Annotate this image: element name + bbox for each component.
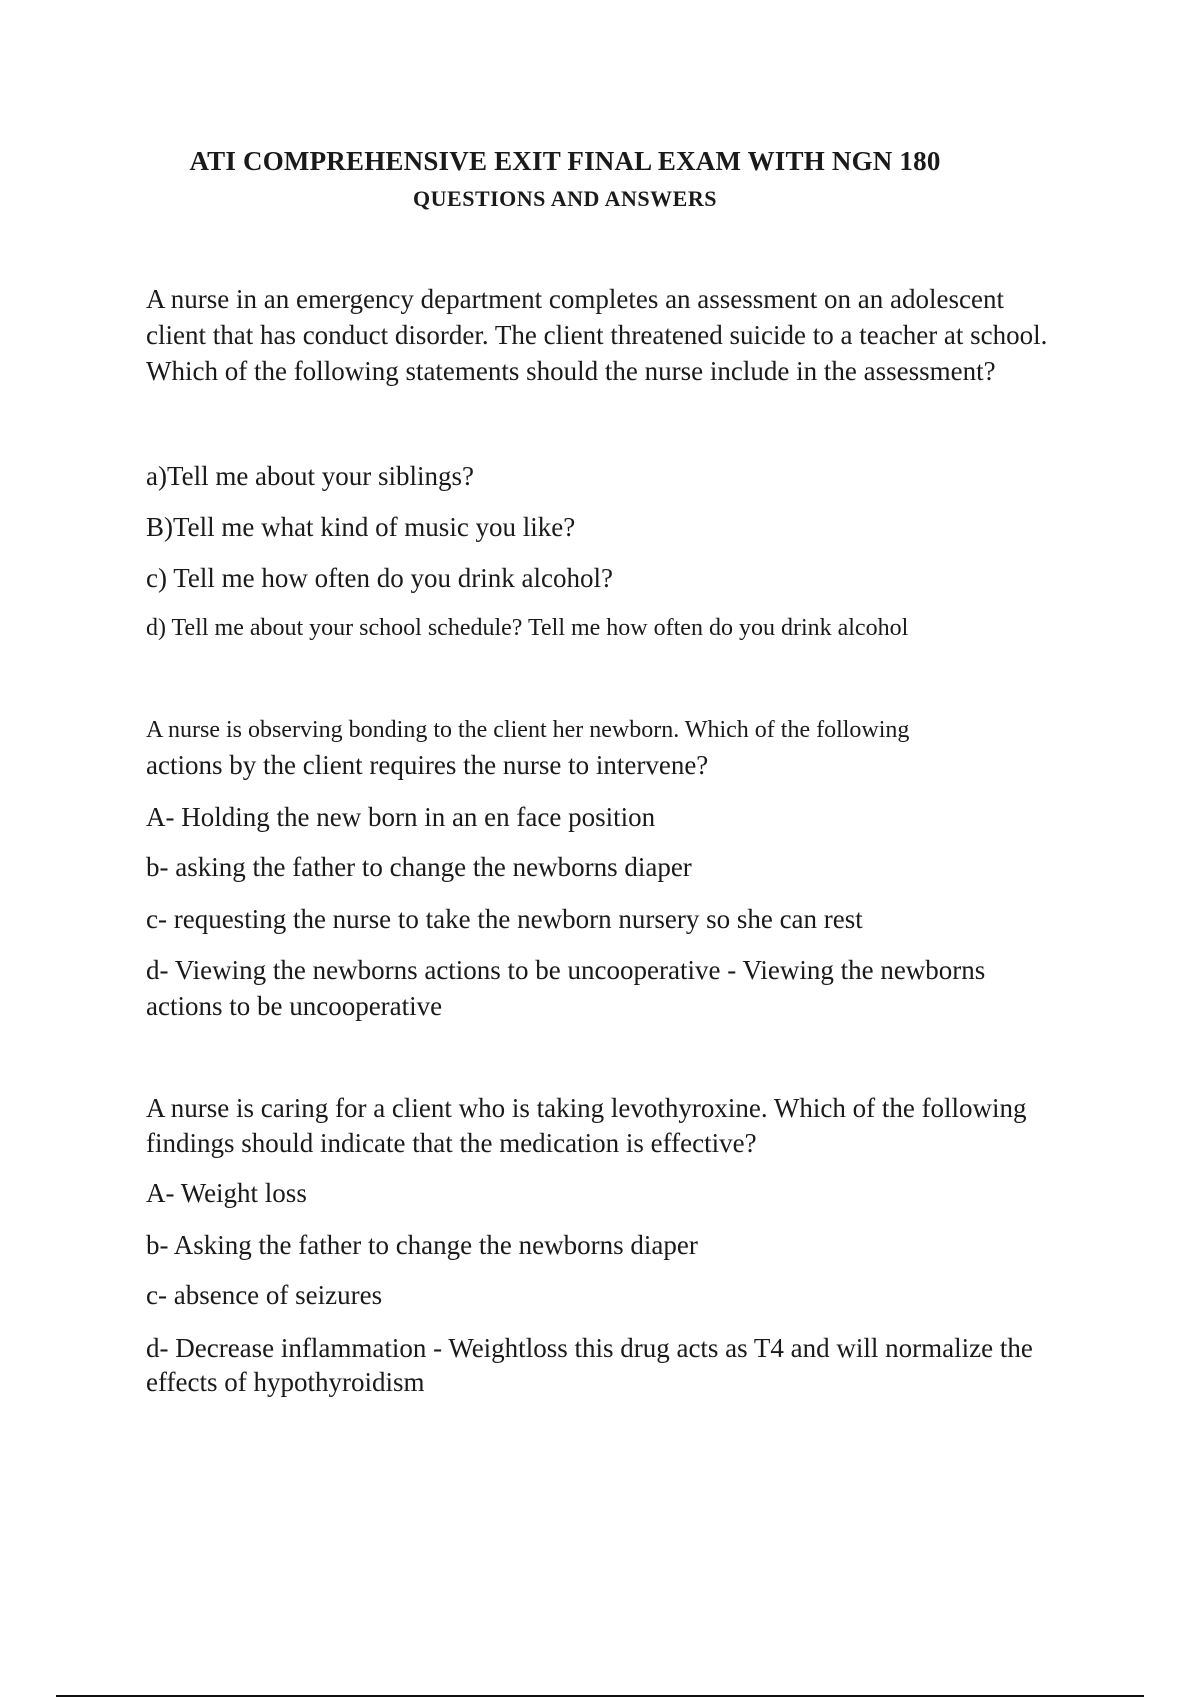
- question-1-stem-line-3: Which of the following statements should the nurse include in the assessment?: [146, 356, 996, 386]
- question-1-stem-line-1: A nurse in an emergency department completes an assessment on an adolescent: [146, 284, 1004, 314]
- question-2-stem-line-2: actions by the client requires the nurse to intervene?: [146, 750, 709, 780]
- question-3-option-d-continued: effects of hypothyroidism: [146, 1367, 425, 1397]
- question-3-option-d: d- Decrease inflammation - Weightloss this drug acts as T4 and will normalize the: [146, 1333, 1033, 1363]
- document-title: ATI COMPREHENSIVE EXIT FINAL EXAM WITH NGN 180: [189, 146, 941, 176]
- question-2-option-b: b- asking the father to change the newborns diaper: [146, 852, 692, 882]
- question-1-stem-line-2: client that has conduct disorder. The client threatened suicide to a teacher at school.: [146, 320, 1048, 350]
- question-2-stem-line-1: A nurse is observing bonding to the client her newborn. Which of the following: [146, 717, 910, 743]
- question-1-option-a: a)Tell me about your siblings?: [146, 461, 475, 491]
- question-2-option-d-continued: actions to be uncooperative: [146, 991, 443, 1021]
- document-subtitle: QUESTIONS AND ANSWERS: [413, 186, 717, 211]
- question-2-option-d: d- Viewing the newborns actions to be uncooperative - Viewing the newborns: [146, 955, 986, 985]
- question-3-option-a: A- Weight loss: [146, 1178, 307, 1208]
- question-1-option-c: c) Tell me how often do you drink alcohol?: [146, 563, 613, 593]
- footer-divider: [56, 1695, 1144, 1697]
- question-2-option-c: c- requesting the nurse to take the newborn nursery so she can rest: [146, 904, 863, 934]
- question-3-option-c: c- absence of seizures: [146, 1280, 383, 1310]
- question-1-option-b: B)Tell me what kind of music you like?: [146, 512, 576, 542]
- question-3-option-b: b- Asking the father to change the newborns diaper: [146, 1230, 698, 1260]
- question-1-option-d: d) Tell me about your school schedule? Tell me how often do you drink alcohol: [146, 615, 909, 641]
- question-2-option-a: A- Holding the new born in an en face position: [146, 802, 656, 832]
- question-3-stem-line-2: findings should indicate that the medication is effective?: [146, 1128, 757, 1158]
- question-3-stem-line-1: A nurse is caring for a client who is taking levothyroxine. Which of the following: [146, 1093, 1027, 1123]
